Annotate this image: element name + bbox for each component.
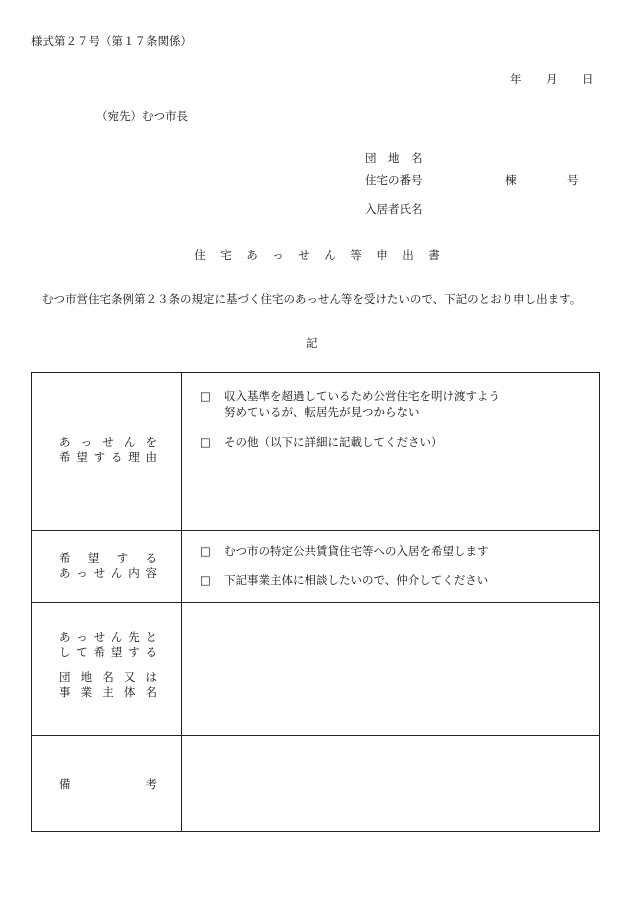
label-char: す — [116, 551, 129, 565]
number-unit-label: 号 — [567, 173, 579, 187]
label-line — [59, 551, 157, 566]
label-char: す — [93, 450, 106, 464]
label-char: 考 — [145, 777, 157, 791]
table-row — [32, 531, 600, 603]
label-line — [59, 450, 157, 465]
remarks-label-cell — [32, 736, 182, 832]
destination-input-area[interactable] — [182, 603, 600, 736]
label-char: せ — [93, 630, 106, 644]
reason-content-cell — [182, 373, 600, 531]
house-number-label: 住宅の番号 — [365, 173, 423, 187]
checkbox-icon[interactable]: □ — [200, 435, 211, 449]
label-char: 望 — [110, 645, 123, 659]
title-char: 出 — [402, 248, 414, 262]
label-char: 地 — [80, 670, 93, 684]
content-label-cell — [32, 531, 182, 603]
application-table — [31, 372, 600, 832]
checkbox-icon[interactable]: □ — [200, 544, 211, 558]
label-char: 容 — [145, 566, 157, 580]
title-char: 等 — [350, 248, 362, 262]
checkbox-icon[interactable]: □ — [200, 573, 211, 587]
label-char: 希 — [59, 450, 71, 464]
label-char: 事 — [59, 685, 71, 699]
label-line — [59, 660, 157, 670]
destination-label — [59, 630, 157, 700]
remarks-label — [59, 777, 157, 792]
reason-option-1-line1: 収入基準を超過しているため公営住宅を明け渡すよう — [224, 389, 500, 403]
label-char: 主 — [102, 685, 114, 699]
label-char: 希 — [93, 645, 106, 659]
label-char: あ — [59, 435, 71, 449]
label-char: ん — [110, 630, 123, 644]
table-row — [32, 736, 600, 832]
reason-option-1[interactable] — [200, 388, 500, 420]
reason-option-2-text: その他（以下に詳細に記載してください） — [224, 435, 443, 449]
table-row — [32, 603, 600, 736]
building-unit-label: 棟 — [505, 173, 517, 187]
label-char: て — [76, 645, 88, 659]
title-char: 書 — [428, 248, 440, 262]
form-number: 様式第２７号（第１７条関係） — [31, 34, 192, 48]
resident-name-label: 入居者氏名 — [365, 202, 423, 216]
date-year-label: 年 — [510, 72, 522, 86]
label-char: 業 — [80, 685, 93, 699]
label-char: 名 — [145, 685, 157, 699]
date-day-label: 日 — [582, 72, 594, 86]
title-char: あ — [246, 248, 258, 262]
label-char: あ — [59, 566, 71, 580]
label-char: 名 — [102, 670, 114, 684]
label-line — [59, 685, 157, 700]
label-char: を — [145, 435, 157, 449]
label-line — [59, 435, 157, 450]
title-char: ん — [324, 248, 336, 262]
addressee: （宛先）むつ市長 — [96, 109, 188, 123]
date-month-label: 月 — [546, 72, 558, 86]
reason-option-1-line2: 努めているが、転居先が見つからない — [224, 405, 420, 419]
table-row — [32, 373, 600, 531]
label-char: 望 — [87, 551, 100, 565]
content-option-1-text: むつ市の特定公共賃貸住宅等への入居を希望します — [224, 544, 489, 558]
content-option-2[interactable] — [200, 572, 488, 588]
content-label — [59, 551, 157, 581]
content-option-2-text: 下記事業主体に相談したいので、仲介してください — [224, 573, 489, 587]
label-char: あ — [59, 630, 71, 644]
label-char: る — [110, 450, 123, 464]
document-title — [187, 247, 447, 263]
ki-label: 記 — [306, 336, 318, 350]
label-line — [59, 630, 157, 645]
label-line — [59, 777, 157, 792]
label-char: 先 — [128, 630, 140, 644]
label-char: せ — [102, 435, 114, 449]
label-char: 又 — [123, 670, 136, 684]
label-line — [59, 670, 157, 685]
label-char: 希 — [59, 551, 71, 565]
title-char: 住 — [194, 248, 206, 262]
title-char: 申 — [376, 248, 388, 262]
title-char: っ — [272, 248, 284, 262]
checkbox-icon[interactable]: □ — [200, 389, 211, 403]
label-char: っ — [76, 630, 88, 644]
label-char: っ — [80, 435, 93, 449]
label-char: 理 — [128, 450, 140, 464]
label-char: 内 — [128, 566, 140, 580]
label-char: 望 — [76, 450, 88, 464]
label-char: 備 — [59, 777, 71, 791]
reason-option-2[interactable] — [200, 434, 443, 450]
destination-label-cell — [32, 603, 182, 736]
label-char: し — [59, 645, 71, 659]
label-char: る — [145, 645, 157, 659]
label-char: せ — [93, 566, 106, 580]
remarks-input-area[interactable] — [182, 736, 600, 832]
label-char: 団 — [59, 670, 71, 684]
label-char: 由 — [145, 450, 157, 464]
label-char: は — [145, 670, 157, 684]
label-char: 体 — [123, 685, 136, 699]
body-text: むつ市営住宅条例第２３条の規定に基づく住宅のあっせん等を受けたいので、下記のとおり申し出ます。 — [42, 292, 582, 306]
label-char: ん — [110, 566, 123, 580]
label-char: っ — [76, 566, 88, 580]
reason-label-cell — [32, 373, 182, 531]
label-line — [59, 645, 157, 660]
content-option-1[interactable] — [200, 543, 489, 559]
title-char: せ — [298, 248, 310, 262]
label-char: す — [128, 645, 140, 659]
complex-name-label: 団 地 名 — [365, 151, 423, 165]
label-char: ん — [123, 435, 136, 449]
label-line — [59, 566, 157, 581]
label-char: る — [145, 551, 157, 565]
reason-label — [59, 435, 157, 465]
label-char: と — [145, 630, 157, 644]
content-options-cell — [182, 531, 600, 603]
title-char: 宅 — [220, 248, 232, 262]
